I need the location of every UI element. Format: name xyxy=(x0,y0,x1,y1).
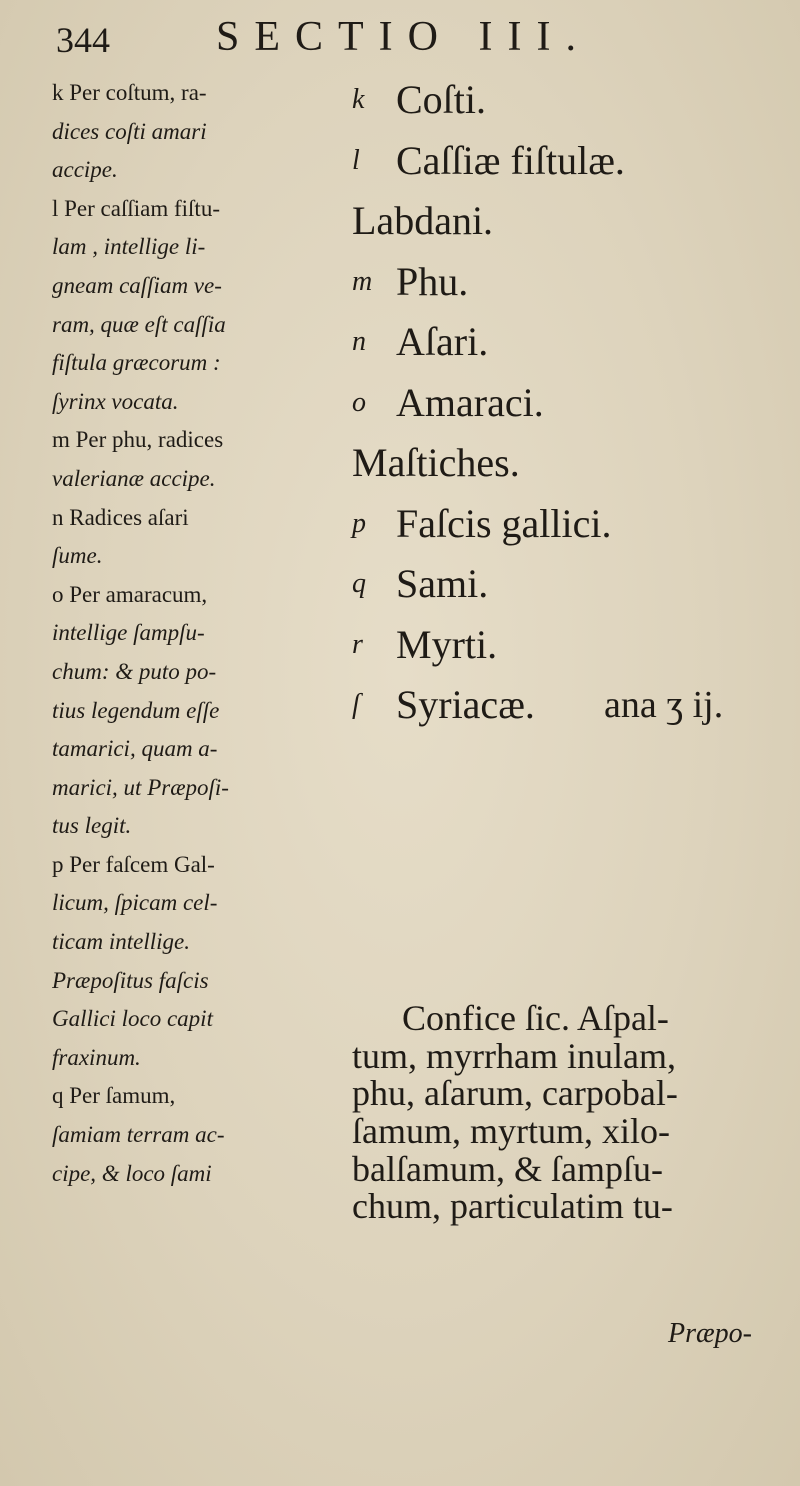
note-line: tius legendum eſſe xyxy=(52,697,220,723)
note-line: lam , intellige li- xyxy=(52,234,206,260)
note-line: o Per amaracum, xyxy=(52,581,208,607)
note-line: ſamiam terram ac- xyxy=(52,1122,225,1148)
ingredient-name: Sami. xyxy=(396,561,489,606)
ingredient-name: Amaraci. xyxy=(396,379,544,425)
note-line: accipe. xyxy=(52,157,118,183)
ingredient-name: Faſcis gallici. xyxy=(396,500,612,546)
ingredient-item xyxy=(352,70,782,131)
ingredient-item xyxy=(352,433,782,494)
ingredient-item xyxy=(352,252,782,313)
ingredient-item xyxy=(352,554,782,615)
ingredient-item xyxy=(352,494,782,555)
note-line: intellige ſampſu- xyxy=(52,620,205,646)
running-head: SECTIO III. xyxy=(216,14,591,60)
ingredient-item xyxy=(352,191,782,252)
ingredient-letter: m xyxy=(352,265,373,297)
ingredient-letter: l xyxy=(352,144,360,176)
note-line: dices coſti amari xyxy=(52,118,207,144)
ingredient-letter: q xyxy=(352,568,366,599)
note-line: chum: & puto po- xyxy=(52,658,217,684)
note-line: l Per caſſiam fiſtu- xyxy=(52,195,220,221)
ingredient-name: Caſſiæ fiſtulæ. xyxy=(396,137,625,183)
body-line: tum, myrrham inulam, xyxy=(352,1035,676,1076)
ingredient-letter: n xyxy=(352,326,366,357)
note-line: marici, ut Præpoſi- xyxy=(52,774,229,800)
note-line: ſume. xyxy=(52,543,103,569)
note-line: fiſtula græcorum : xyxy=(52,350,221,376)
ingredient-letter: p xyxy=(352,507,366,539)
ingredient-item xyxy=(352,312,782,373)
ingredient-item xyxy=(352,615,782,676)
note-line: Gallici loco capit xyxy=(52,1006,213,1032)
ingredient-quantity: ana ʒ ij. xyxy=(604,684,724,726)
note-line: ram, quæ eſt caſſia xyxy=(52,311,226,337)
body-line: phu, aſarum, carpobal- xyxy=(352,1073,678,1114)
ingredient-item xyxy=(352,131,782,192)
ingredient-name: Phu. xyxy=(396,258,469,304)
note-line: n Radices aſari xyxy=(52,504,189,530)
note-line: q Per ſamum, xyxy=(52,1083,176,1109)
ingredient-list xyxy=(352,70,782,736)
note-line: Præpoſitus faſcis xyxy=(52,967,209,993)
note-line: ticam intellige. xyxy=(52,929,190,955)
note-line: ſyrinx vocata. xyxy=(52,388,179,414)
ingredient-name: Myrti. xyxy=(396,621,498,667)
ingredient-letter: o xyxy=(352,386,366,418)
ingredient-letter: ſ xyxy=(352,689,360,720)
body-line: chum, particulatim tu- xyxy=(352,1186,673,1227)
ingredient-name: Maſtiches. xyxy=(352,440,520,485)
ingredient-item xyxy=(352,675,782,736)
ingredient-letter: r xyxy=(352,628,363,660)
ingredient-item xyxy=(352,373,782,434)
body-line: Confice ſic. Aſpal- xyxy=(402,998,669,1038)
ingredient-letter: k xyxy=(352,84,365,115)
note-line: k Per coſtum, ra- xyxy=(52,80,207,105)
recipe-body xyxy=(352,1000,792,1226)
ingredient-name: Coſti. xyxy=(396,77,487,122)
marginal-notes xyxy=(52,74,332,1193)
ingredient-name: Labdani. xyxy=(352,198,494,243)
body-line: balſamum, & ſampſu- xyxy=(352,1148,663,1189)
ingredient-name: Aſari. xyxy=(396,319,489,364)
catchword: Præpo- xyxy=(668,1318,752,1349)
body-line: ſamum, myrtum, xilo- xyxy=(352,1111,670,1152)
page-number: 344 xyxy=(56,20,110,60)
page-header xyxy=(0,14,800,64)
note-line: licum, ſpicam cel- xyxy=(52,890,218,916)
note-line: tus legit. xyxy=(52,813,132,839)
note-line: cipe, & loco ſami xyxy=(52,1160,212,1186)
note-line: fraxinum. xyxy=(52,1044,141,1070)
note-line: tamarici, quam a- xyxy=(52,736,218,762)
note-line: valerianæ accipe. xyxy=(52,465,216,491)
note-line: m Per phu, radices xyxy=(52,427,224,453)
note-line: p Per faſcem Gal- xyxy=(52,851,215,877)
note-line: gneam caſſiam ve- xyxy=(52,272,222,298)
ingredient-name: Syriacæ. xyxy=(396,682,535,727)
